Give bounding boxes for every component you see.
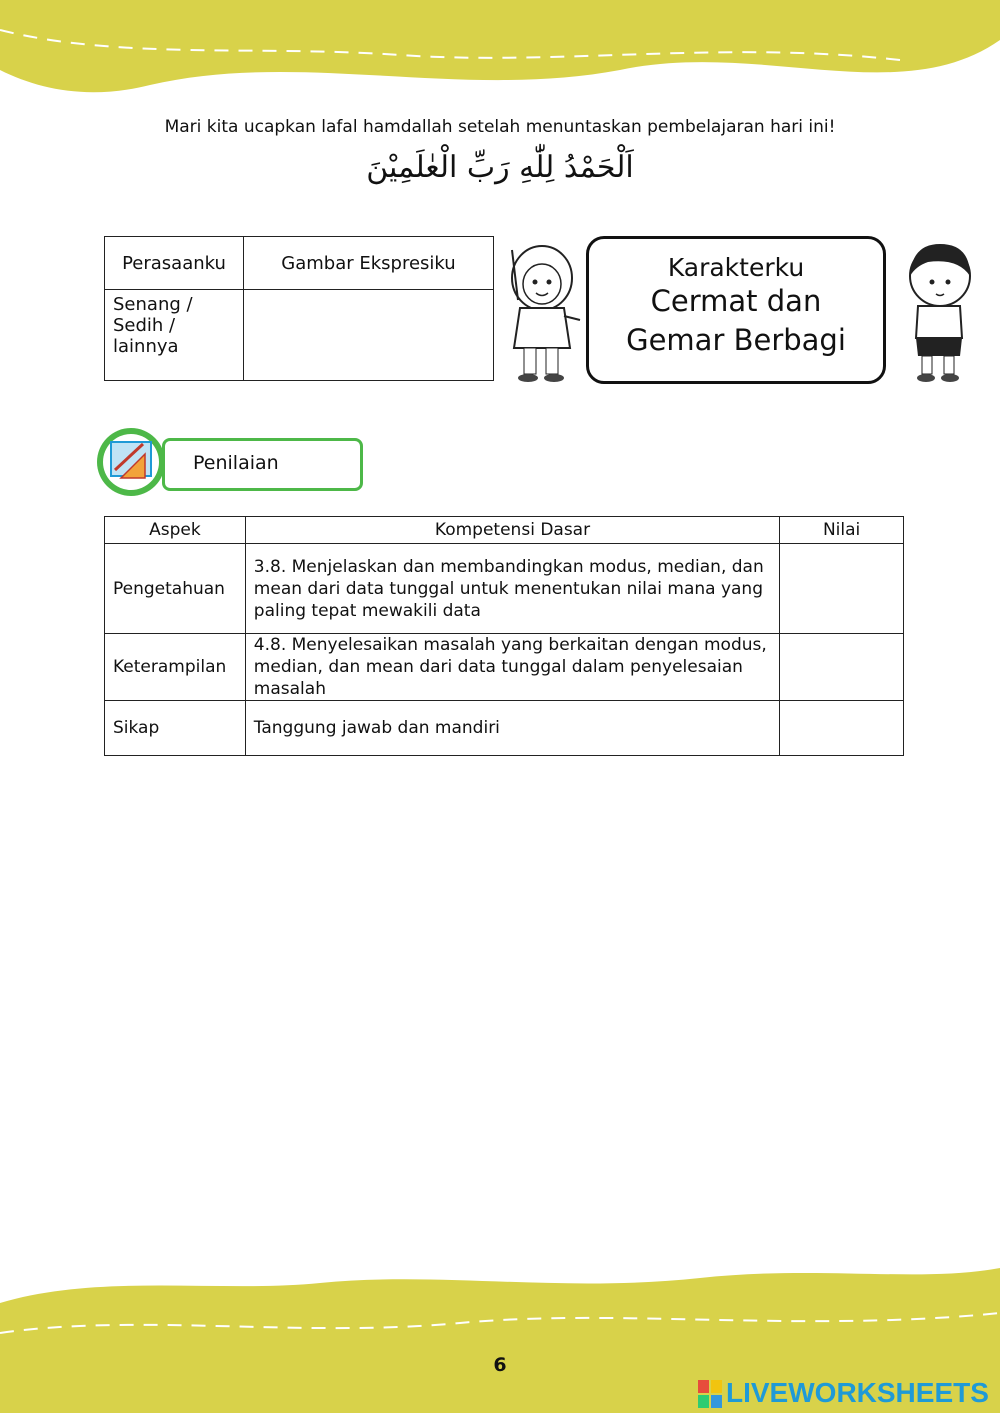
penilaian-label: Penilaian bbox=[193, 452, 279, 474]
kd-cell: Tanggung jawab dan mandiri bbox=[245, 701, 779, 756]
feelings-header-perasaanku: Perasaanku bbox=[105, 237, 244, 290]
assessment-table bbox=[104, 516, 904, 756]
karakter-line3: Gemar Berbagi bbox=[626, 323, 846, 357]
arabic-hamdallah: اَلْحَمْدُ لِلّٰهِ رَبِّ الْعٰلَمِيْنَ bbox=[366, 150, 634, 185]
feelings-options: Senang / Sedih / lainnya bbox=[105, 290, 244, 381]
top-wave-decoration bbox=[0, 0, 1000, 120]
nilai-cell[interactable] bbox=[780, 544, 904, 634]
liveworksheets-logo-icon bbox=[698, 1380, 722, 1408]
nilai-cell[interactable] bbox=[780, 634, 904, 701]
penilaian-label-box bbox=[162, 438, 363, 491]
hamdallah-instruction: Mari kita ucapkan lafal hamdallah setelah menuntaskan pembelajaran hari ini! bbox=[164, 117, 836, 137]
aspek-cell: Keterampilan bbox=[105, 634, 246, 701]
kd-cell: 4.8. Menyelesaikan masalah yang berkaitan dengan modus, median, dan mean dari data tunggal dalam penyelesaian masalah bbox=[245, 634, 779, 701]
assessment-header-kd: Kompetensi Dasar bbox=[245, 517, 779, 544]
brand-name: LIVEWORKSHEETS bbox=[726, 1377, 989, 1408]
liveworksheets-watermark bbox=[698, 1377, 998, 1411]
feelings-table bbox=[104, 236, 494, 381]
aspek-cell: Sikap bbox=[105, 701, 246, 756]
karakter-line2: Cermat dan bbox=[650, 284, 822, 318]
karakter-title: Karakterku bbox=[667, 253, 805, 282]
assessment-header-nilai: Nilai bbox=[780, 517, 904, 544]
nilai-cell[interactable] bbox=[780, 701, 904, 756]
assessment-header-aspek: Aspek bbox=[105, 517, 246, 544]
feelings-header-ekspresi: Gambar Ekspresiku bbox=[244, 237, 494, 290]
geometry-tools-icon bbox=[95, 426, 167, 498]
aspek-cell: Pengetahuan bbox=[105, 544, 246, 634]
kd-cell: 3.8. Menjelaskan dan membandingkan modus, median, dan mean dari data tunggal untuk menentukan nilai mana yang paling tepat mewakili data bbox=[245, 544, 779, 634]
boy-illustration bbox=[898, 238, 978, 383]
page-number: 6 bbox=[493, 1354, 507, 1376]
karakter-box bbox=[586, 236, 886, 384]
expression-drawing-cell[interactable] bbox=[244, 290, 494, 381]
girl-illustration bbox=[500, 238, 582, 383]
